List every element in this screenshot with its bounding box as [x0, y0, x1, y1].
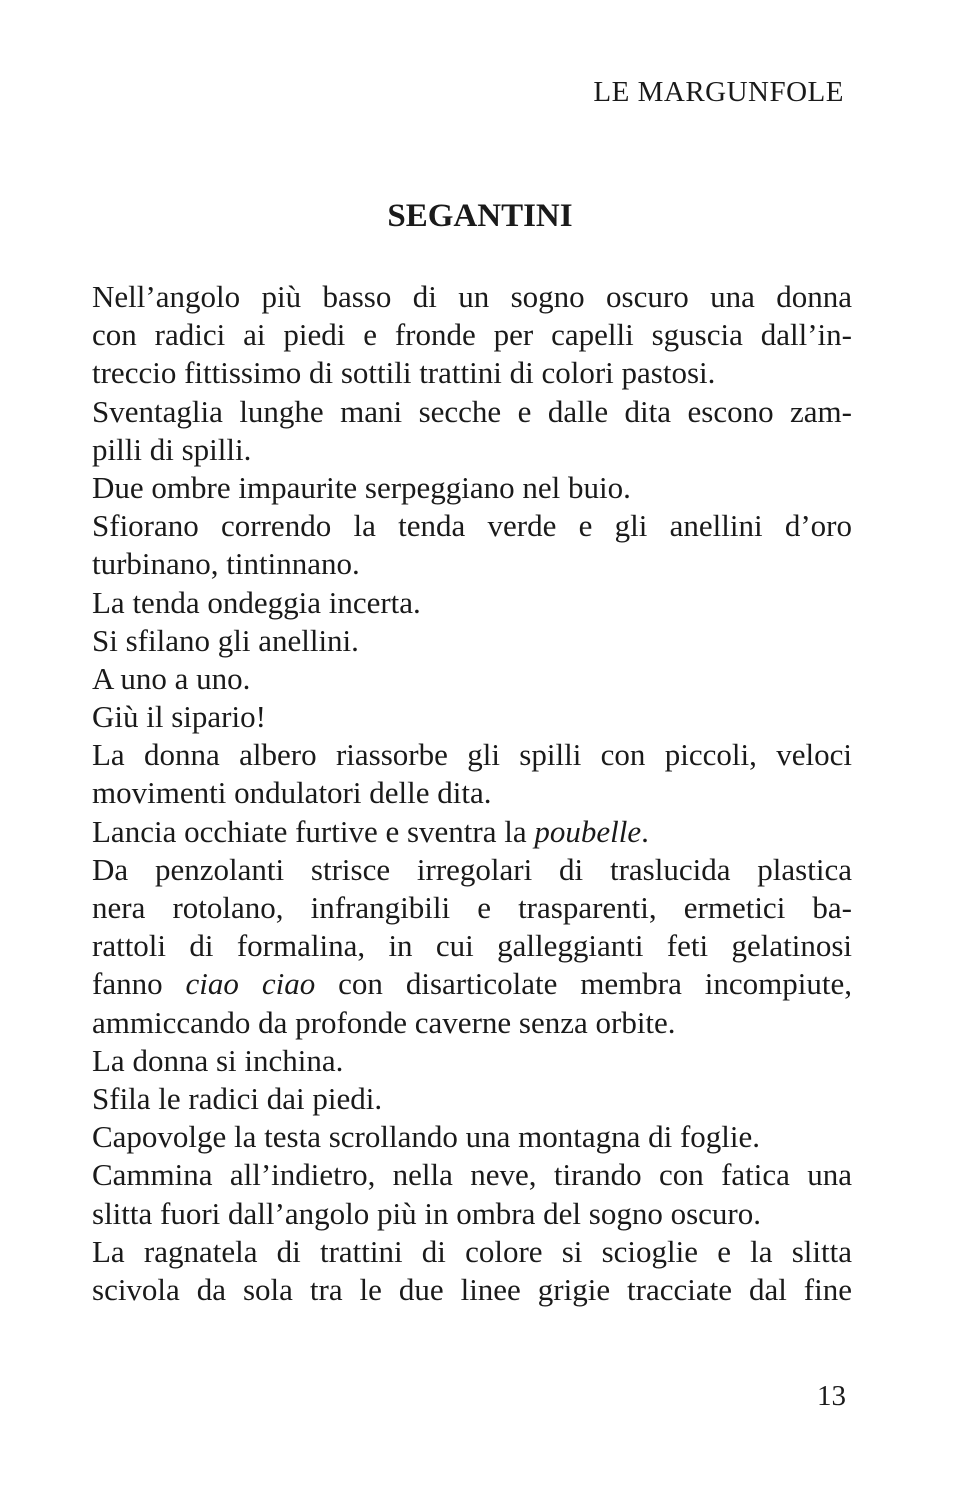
text-run: La donna albero riassorbe gli spilli con piccoli, veloci — [92, 737, 852, 773]
text-run: La tenda ondeggia incerta. — [92, 584, 421, 620]
text-line — [92, 1195, 852, 1233]
text-run: slitta fuori dall’angolo più in ombra del sogno oscuro. — [92, 1195, 761, 1231]
text-run: Sventaglia lunghe mani secche e dalle dita escono zam- — [92, 393, 852, 429]
italic-phrase: poubelle — [534, 813, 642, 849]
text-run: Sfiorano correndo la tenda verde e gli anellini d’oro — [92, 508, 852, 544]
text-run: . — [641, 813, 649, 849]
text-run: nera rotolano, infrangibili e trasparenti, ermetici ba- — [92, 890, 852, 925]
text-run: Lancia occhiate furtive e sventra la — [92, 813, 535, 849]
text-run: scivola da sola tra le due linee grigie tracciate dal fine — [92, 1271, 852, 1307]
text-run: Nell’angolo più basso di un sogno oscuro una donna — [92, 279, 852, 314]
text-run: A uno a uno. — [92, 660, 251, 696]
text-line — [92, 1233, 852, 1271]
text-line — [92, 1118, 852, 1156]
text-line — [92, 698, 852, 736]
text-line — [92, 927, 852, 965]
text-line — [92, 660, 852, 698]
text-run: con disarticolate membra incompiute, — [315, 966, 852, 1002]
text-run: Da penzolanti strisce irregolari di traslucida plastica — [92, 851, 852, 887]
text-run: Capovolge la testa scrollando una montagna di foglie. — [92, 1119, 761, 1155]
text-line — [92, 622, 852, 660]
text-run: Due ombre impaurite serpeggiano nel buio. — [92, 469, 631, 505]
text-run: Cammina all’indietro, nella neve, tirando con fatica una — [92, 1157, 852, 1193]
body-text — [92, 278, 852, 1309]
text-run: La ragnatela di trattini di colore si scioglie e la slitta — [92, 1233, 852, 1269]
text-run: rattoli di formalina, in cui galleggianti feti gelatinosi — [92, 928, 852, 964]
text-line — [92, 354, 852, 392]
text-run: Giù il sipario! — [92, 699, 266, 735]
text-run: ammiccando da profonde caverne senza orbite. — [92, 1004, 676, 1040]
text-run: Si sfilano gli anellini. — [92, 622, 359, 658]
text-line — [92, 469, 852, 507]
text-run: movimenti ondulatori delle dita. — [92, 775, 492, 811]
text-run: con radici ai piedi e fronde per capelli sguscia dall’in- — [92, 317, 852, 353]
text-line — [92, 316, 852, 354]
text-run: turbinano, tintinnano. — [92, 546, 360, 582]
text-line — [92, 507, 852, 545]
text-run: Sfila le radici dai piedi. — [92, 1080, 383, 1116]
chapter-title: SEGANTINI — [387, 198, 573, 234]
text-run: pilli di spilli. — [92, 431, 252, 467]
running-head: LE MARGUNFOLE — [593, 76, 844, 108]
text-line — [92, 813, 852, 851]
text-line — [92, 965, 852, 1003]
text-line — [92, 736, 852, 774]
text-line — [92, 1004, 852, 1042]
text-line — [92, 1156, 852, 1194]
text-line — [92, 584, 852, 622]
text-line — [92, 851, 852, 889]
text-run: fanno — [92, 966, 186, 1002]
text-line — [92, 774, 852, 812]
text-run: treccio fittissimo di sottili trattini di colori pastosi. — [92, 355, 716, 391]
text-line — [92, 431, 852, 469]
text-line — [92, 393, 852, 431]
page-number: 13 — [817, 1380, 846, 1412]
text-run: La donna si inchina. — [92, 1042, 344, 1078]
italic-phrase: ciao ciao — [185, 966, 316, 1002]
text-line — [92, 278, 852, 316]
text-line — [92, 1271, 852, 1309]
text-line — [92, 545, 852, 583]
text-line — [92, 889, 852, 927]
text-line — [92, 1080, 852, 1118]
text-line — [92, 1042, 852, 1080]
